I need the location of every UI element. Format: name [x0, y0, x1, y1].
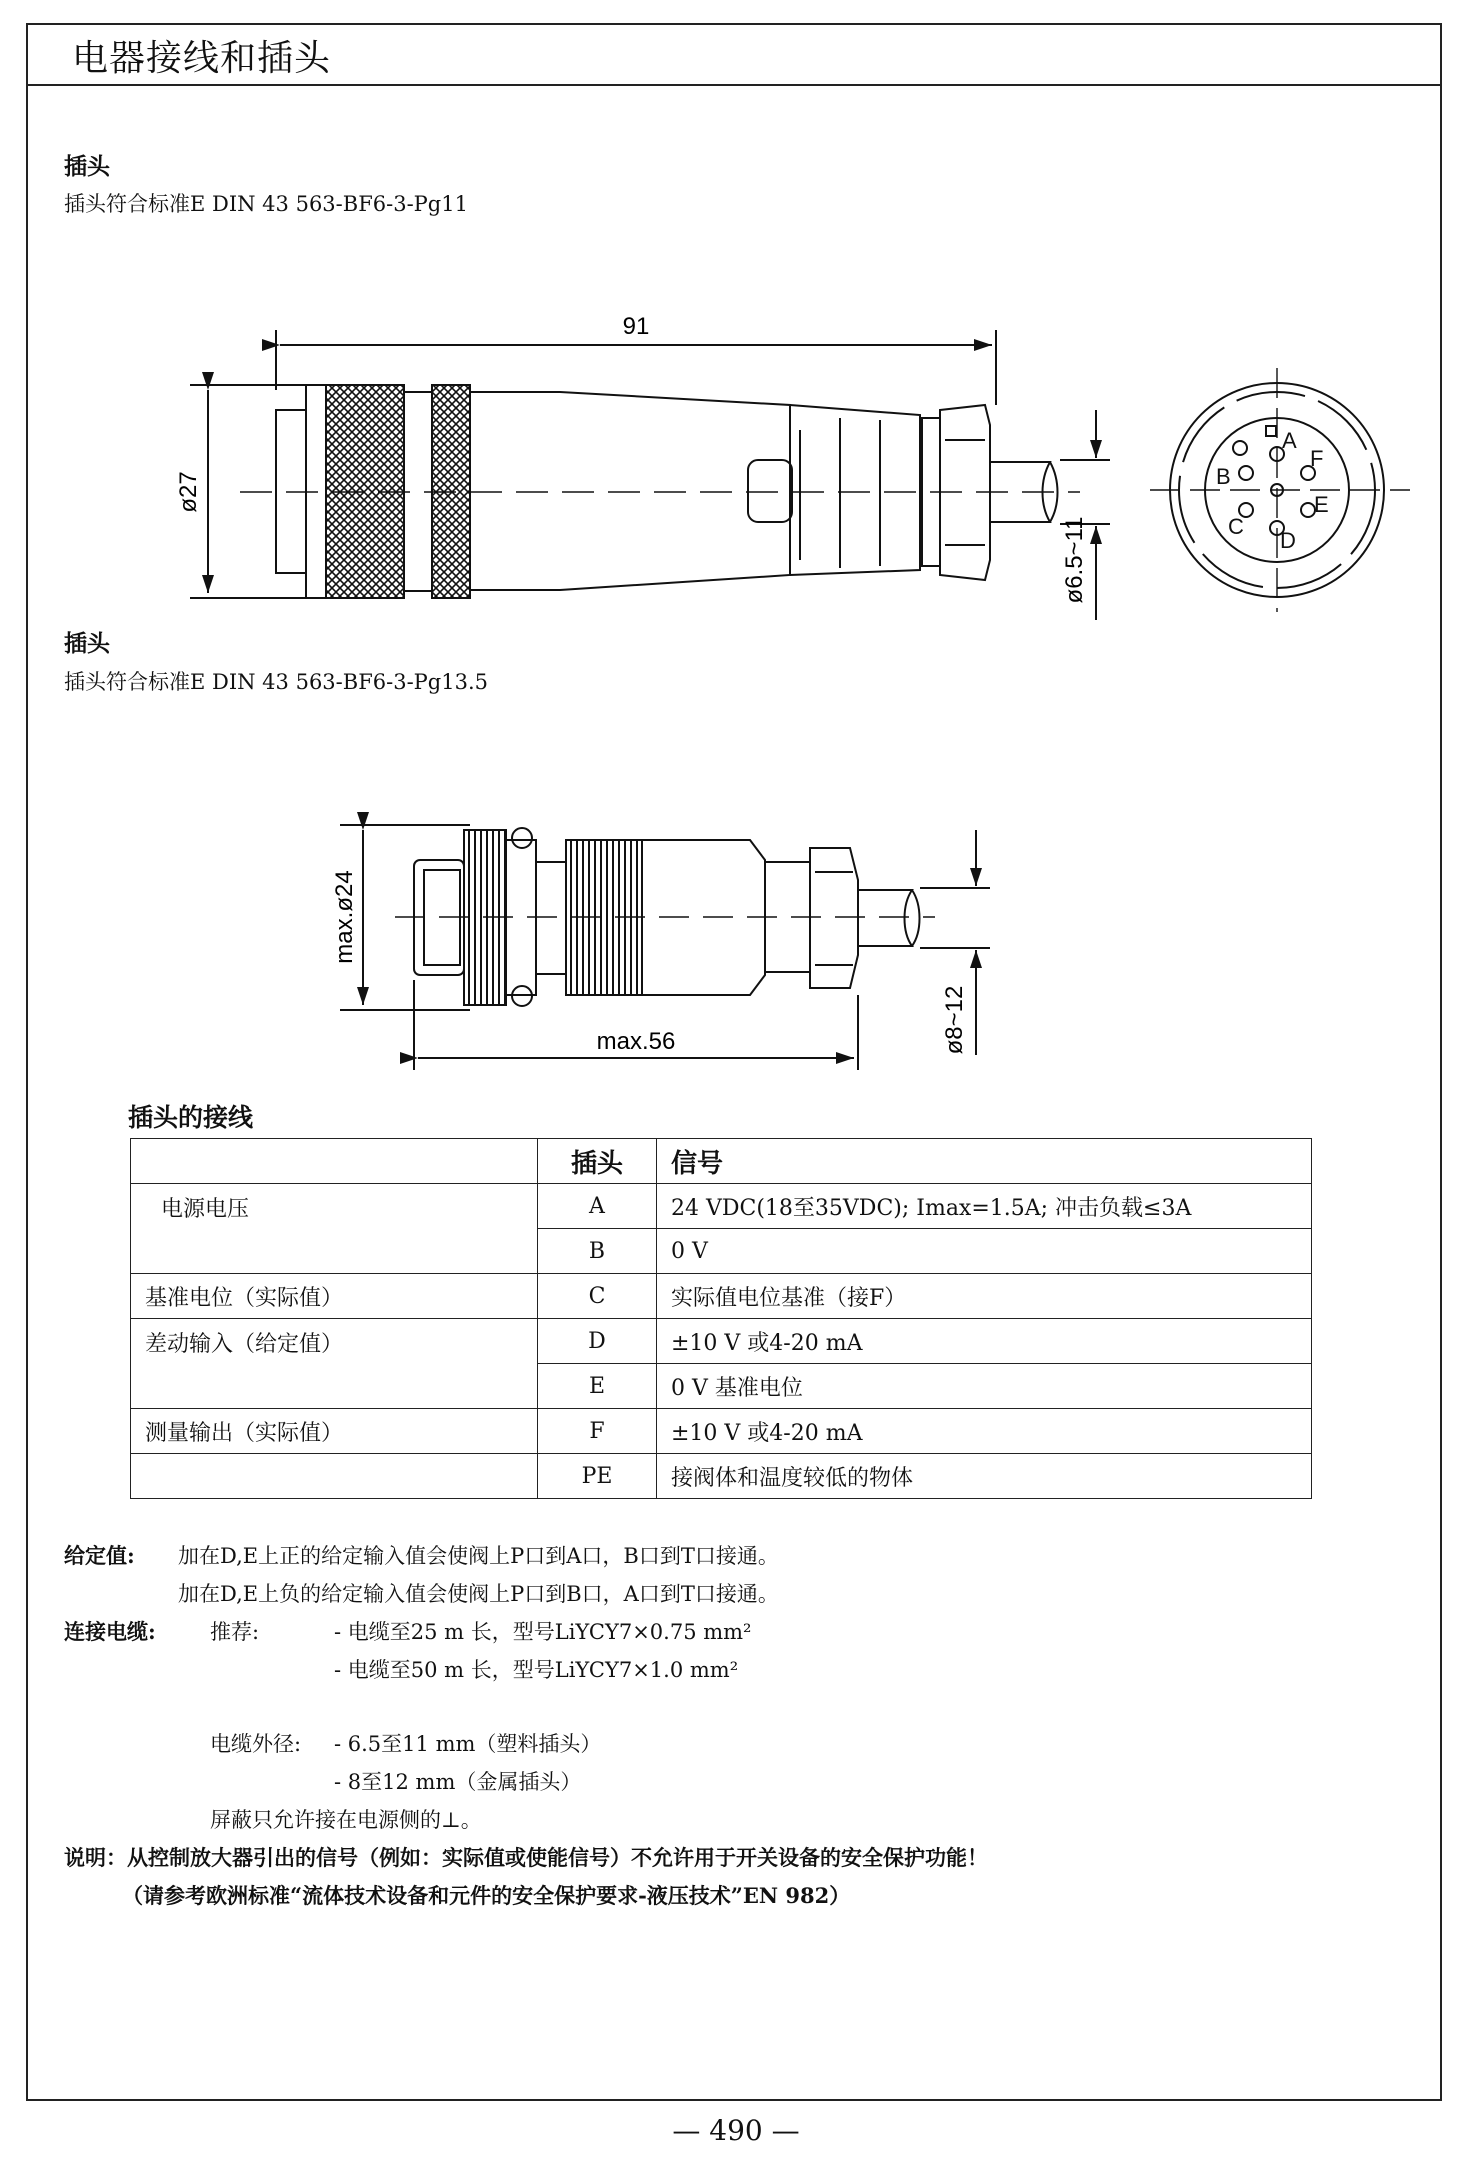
pin-label-f: F	[1310, 446, 1324, 471]
plug1-dim-diameter: ø27	[175, 471, 202, 513]
outer-line-1: - 6.5至11 mm（塑料插头）	[334, 1732, 602, 1756]
row-function: 基准电位（实际值）	[131, 1274, 538, 1319]
outer-line-2: - 8至12 mm（金属插头）	[334, 1770, 582, 1794]
page-title: 电器接线和插头	[72, 38, 332, 79]
table-row	[131, 1274, 1312, 1319]
row-pin: F	[538, 1409, 657, 1454]
plug1-dim-length: 91	[622, 313, 650, 340]
row-pin: B	[538, 1229, 657, 1274]
row-pin: A	[538, 1184, 657, 1229]
table-row	[131, 1454, 1312, 1499]
setpoint-label: 给定值:	[64, 1543, 135, 1568]
table-row	[131, 1409, 1312, 1454]
plug2-dim-diameter: max.ø24	[331, 870, 358, 964]
pin-label-b: B	[1216, 464, 1231, 489]
setpoint-line-1: 加在D,E上正的给定输入值会使阀上P口到A口，B口到T口接通。	[178, 1544, 779, 1568]
row-pin: C	[538, 1274, 657, 1319]
shield-note: 屏蔽只允许接在电源侧的⊥。	[210, 1808, 482, 1832]
recommend-label: 推荐:	[210, 1620, 260, 1644]
plug2-dim-length: max.56	[596, 1028, 676, 1055]
cable-line-2: - 电缆至50 m 长，型号LiYCY7×1.0 mm²	[334, 1658, 739, 1682]
header-function	[131, 1139, 538, 1184]
row-pin: D	[538, 1319, 657, 1364]
table-row	[131, 1184, 1312, 1229]
plug2-title: 插头	[64, 631, 110, 657]
table-title: 插头的接线	[128, 1103, 254, 1132]
pin-label-a: A	[1282, 428, 1297, 453]
row-signal: 接阀体和温度较低的物体	[657, 1454, 1312, 1499]
outer-diameter-label: 电缆外径:	[210, 1732, 302, 1756]
warning-line-1: 说明：从控制放大器引出的信号（例如：实际值或使能信号）不允许用于开关设备的安全保护功能！	[64, 1845, 988, 1870]
cable-line-1: - 电缆至25 m 长，型号LiYCY7×0.75 mm²	[334, 1620, 752, 1644]
plug2-dim-cable: ø8~12	[941, 985, 968, 1055]
row-signal: ±10 V 或4-20 mA	[657, 1409, 1312, 1454]
page-number: — 490 —	[672, 2114, 800, 2147]
pin-label-e: E	[1314, 492, 1329, 517]
row-function	[131, 1454, 538, 1499]
row-signal: 24 VDC(18至35VDC); Imax=1.5A; 冲击负载≤3A	[657, 1184, 1312, 1229]
row-signal: 0 V 基准电位	[657, 1364, 1312, 1409]
plug1-end-view	[1150, 368, 1410, 612]
row-function: 差动输入（给定值）	[131, 1319, 538, 1409]
header-signal: 信号	[657, 1139, 1312, 1184]
pin-label-c: C	[1228, 514, 1244, 539]
plug2-subtitle: 插头符合标准E DIN 43 563-BF6-3-Pg13.5	[64, 670, 489, 694]
warning-line-2: （请参考欧洲标准“流体技术设备和元件的安全保护要求-液压技术”EN 982）	[122, 1883, 851, 1908]
plug1-side-view	[190, 330, 1110, 620]
table-header-row	[131, 1139, 1312, 1184]
row-pin: E	[538, 1364, 657, 1409]
cable-label: 连接电缆:	[64, 1619, 156, 1644]
row-signal: ±10 V 或4-20 mA	[657, 1319, 1312, 1364]
table-row	[131, 1319, 1312, 1364]
row-pin: PE	[538, 1454, 657, 1499]
plug1-dim-cable: ø6.5~11	[1061, 516, 1088, 604]
row-signal: 实际值电位基准（接F）	[657, 1274, 1312, 1319]
pin-label-d: D	[1280, 528, 1296, 553]
setpoint-line-2: 加在D,E上负的给定输入值会使阀上P口到B口，A口到T口接通。	[178, 1582, 779, 1606]
header-pin: 插头	[538, 1139, 657, 1184]
row-function: 测量输出（实际值）	[131, 1409, 538, 1454]
plug1-subtitle: 插头符合标准E DIN 43 563-BF6-3-Pg11	[64, 192, 468, 216]
plug1-title: 插头	[64, 154, 110, 180]
row-signal: 0 V	[657, 1229, 1312, 1274]
wiring-table	[130, 1138, 1312, 1499]
row-function: 电源电压	[131, 1184, 538, 1274]
